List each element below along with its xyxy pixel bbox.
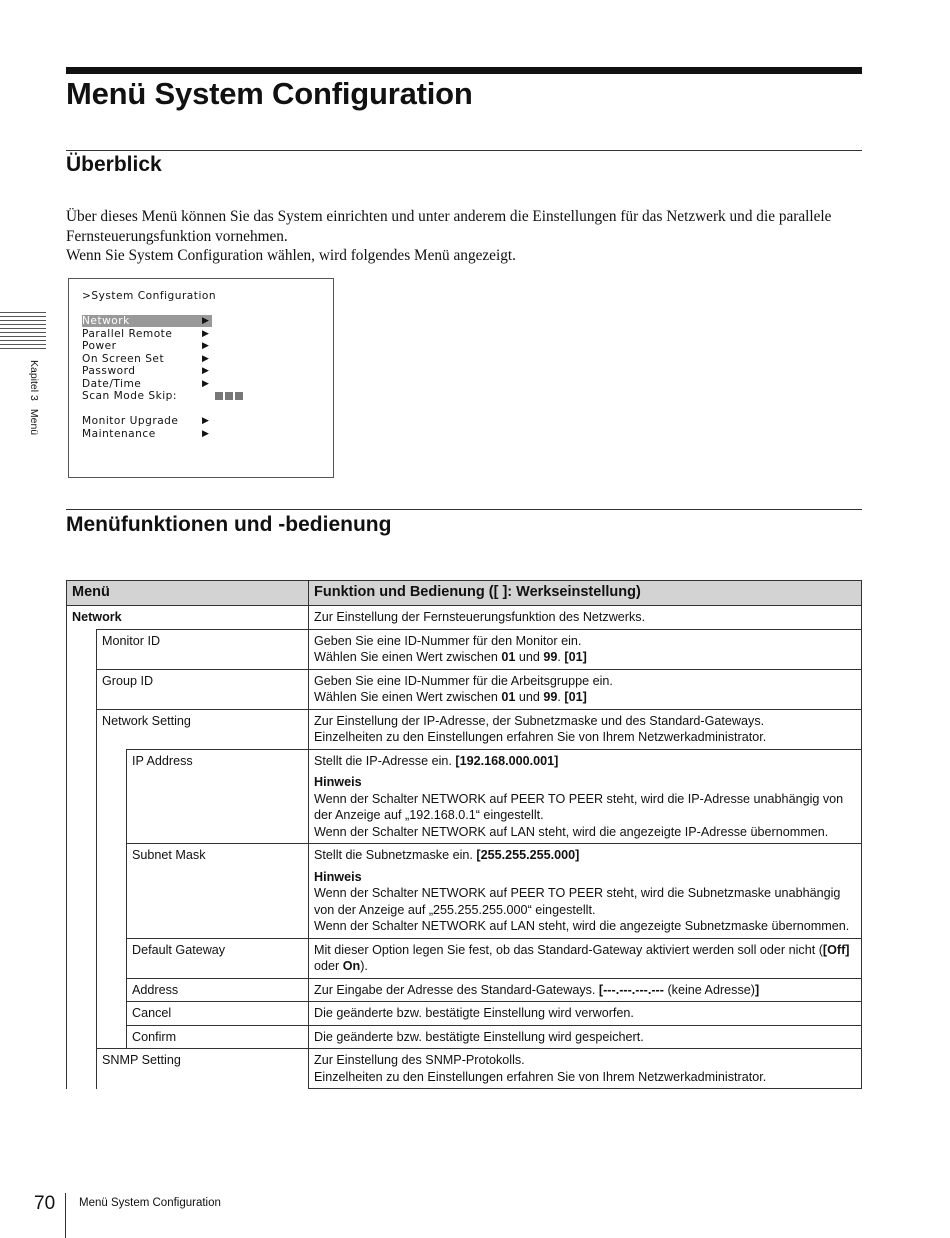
menu-cell-default-gateway: Default Gateway [127,938,309,978]
arrow-right-icon: ▶ [202,428,210,439]
osd-menu-title: >System Configuration [82,290,217,302]
table-row [67,709,862,749]
desc-cell-network: Zur Einstellung der Fernsteuerungsfunktion des Netzwerks. [309,606,862,630]
osd-item-network: Network [82,315,212,327]
chapter-title: Menü [28,408,40,436]
desc-cell-network-setting: Zur Einstellung der IP-Adresse, der Subnetzmaske und des Standard-Gateways. Einzelheiten zu den Einstellungen erfahren Sie von Ihrem Netzwerkadministrator. [309,709,862,749]
desc-cell-address: Zur Eingabe der Adresse des Standard-Gateways. [---.---.---.--- (keine Adresse)] [309,978,862,1002]
chapter-number: Kapitel 3 [28,360,40,401]
desc-cell-cancel: Die geänderte bzw. bestätigte Einstellung wird verworfen. [309,1002,862,1026]
table-row [67,669,862,709]
menu-cell-monitor-id: Monitor ID [97,629,309,669]
arrow-right-icon: ▶ [202,341,210,351]
table-row [67,938,862,978]
scan-mode-block-icon [235,392,243,400]
osd-item-date-time: Date/Time [82,377,142,390]
chapter-tab-lines [0,312,46,352]
osd-item-monitor-upgrade: Monitor Upgrade [82,415,179,427]
osd-item-maintenance: Maintenance [82,427,156,440]
menu-cell-group-id: Group ID [97,669,309,709]
osd-item-password: Password [82,365,136,377]
intro-text [66,207,862,266]
arrow-right-icon: ▶ [202,328,210,339]
scan-mode-block-icon [215,392,223,400]
arrow-right-icon: ▶ [202,316,210,326]
desc-cell-subnet-mask: Stellt die Subnetzmaske ein. [255.255.255.000] Hinweis Wenn der Schalter NETWORK auf PEER TO PEER steht, wird die Subnetzmaske unabhängig von der Anzeige auf „255.255.255.000“ eingestellt. Wenn der Schalter NETWORK auf LAN steht, wird die angezeigte Subnetzmaske übernommen. [309,844,862,939]
osd-item-on-screen-set: On Screen Set [82,352,165,365]
menu-cell-address: Address [127,978,309,1002]
table-header-function: Funktion und Bedienung ([ ]: Werkseinstellung) [309,581,862,606]
table-header-menu: Menü [67,581,309,606]
osd-item-power: Power [82,340,117,352]
osd-item-parallel-remote: Parallel Remote [82,327,173,340]
menu-cell-snmp-setting: SNMP Setting [97,1049,309,1089]
intro-paragraph-2: Wenn Sie System Configuration wählen, wird folgendes Menü angezeigt. [66,247,516,264]
footer-divider [65,1193,66,1238]
footer-title: Menü System Configuration [79,1197,221,1209]
table-row [67,606,862,630]
section-rule [66,509,862,510]
arrow-right-icon: ▶ [202,366,210,376]
desc-cell-snmp-setting: Zur Einstellung des SNMP-Protokolls. Einzelheiten zu den Einstellungen erfahren Sie von Ihrem Netzwerkadministrator. [309,1049,862,1089]
page-title: Menü System Configuration [66,76,473,111]
osd-menu-illustration [68,278,334,478]
table-row [67,629,862,669]
menu-cell-confirm: Confirm [127,1025,309,1049]
menu-cell-network-setting: Network Setting [97,709,309,749]
arrow-right-icon: ▶ [202,416,210,426]
intro-paragraph-1: Über dieses Menü können Sie das System einrichten und unter anderem die Einstellungen für das Netzwerk und die parallele Fernsteuerungsfunktion vornehmen. [66,208,832,245]
table-row [67,1049,862,1089]
menu-function-table [66,580,862,1089]
table-row [67,844,862,939]
osd-item-scan-mode-skip: Scan Mode Skip: [82,390,177,402]
arrow-right-icon: ▶ [202,378,210,389]
title-bar [66,67,862,74]
desc-cell-confirm: Die geänderte bzw. bestätigte Einstellung wird gespeichert. [309,1025,862,1049]
menu-cell-cancel: Cancel [127,1002,309,1026]
section-heading-functions: Menüfunktionen und -bedienung [66,513,392,536]
table-row [67,1025,862,1049]
note-heading: Hinweis [314,775,362,789]
arrow-right-icon: ▶ [202,353,210,364]
section-rule [66,150,862,151]
menu-cell-ip-address: IP Address [127,749,309,844]
page-number: 70 [34,1193,56,1214]
note-heading: Hinweis [314,869,362,884]
desc-cell-monitor-id: Geben Sie eine ID-Nummer für den Monitor ein. Wählen Sie einen Wert zwischen 01 und 99. [01] [309,629,862,669]
chapter-tab-label [28,360,40,443]
menu-cell-network: Network [67,606,309,630]
menu-cell-subnet-mask: Subnet Mask [127,844,309,939]
desc-cell-group-id: Geben Sie eine ID-Nummer für die Arbeitsgruppe ein. Wählen Sie einen Wert zwischen 01 und 99. [01] [309,669,862,709]
scan-mode-block-icon [225,392,233,400]
table-header-row [67,581,862,606]
desc-cell-ip-address: Stellt die IP-Adresse ein. [192.168.000.001] Hinweis Wenn der Schalter NETWORK auf PEER TO PEER steht, wird die IP-Adresse unabhängig von der Anzeige auf „192.168.0.1“ eingestellt. Wenn der Schalter NETWORK auf LAN steht, wird die angezeigte IP-Adresse übernommen. [309,749,862,844]
table-row [67,1002,862,1026]
desc-cell-default-gateway: Mit dieser Option legen Sie fest, ob das Standard-Gateway aktiviert werden soll oder nicht ([Off] oder On). [309,938,862,978]
section-heading-overview: Überblick [66,153,162,176]
table-row [67,749,862,844]
table-row [67,978,862,1002]
